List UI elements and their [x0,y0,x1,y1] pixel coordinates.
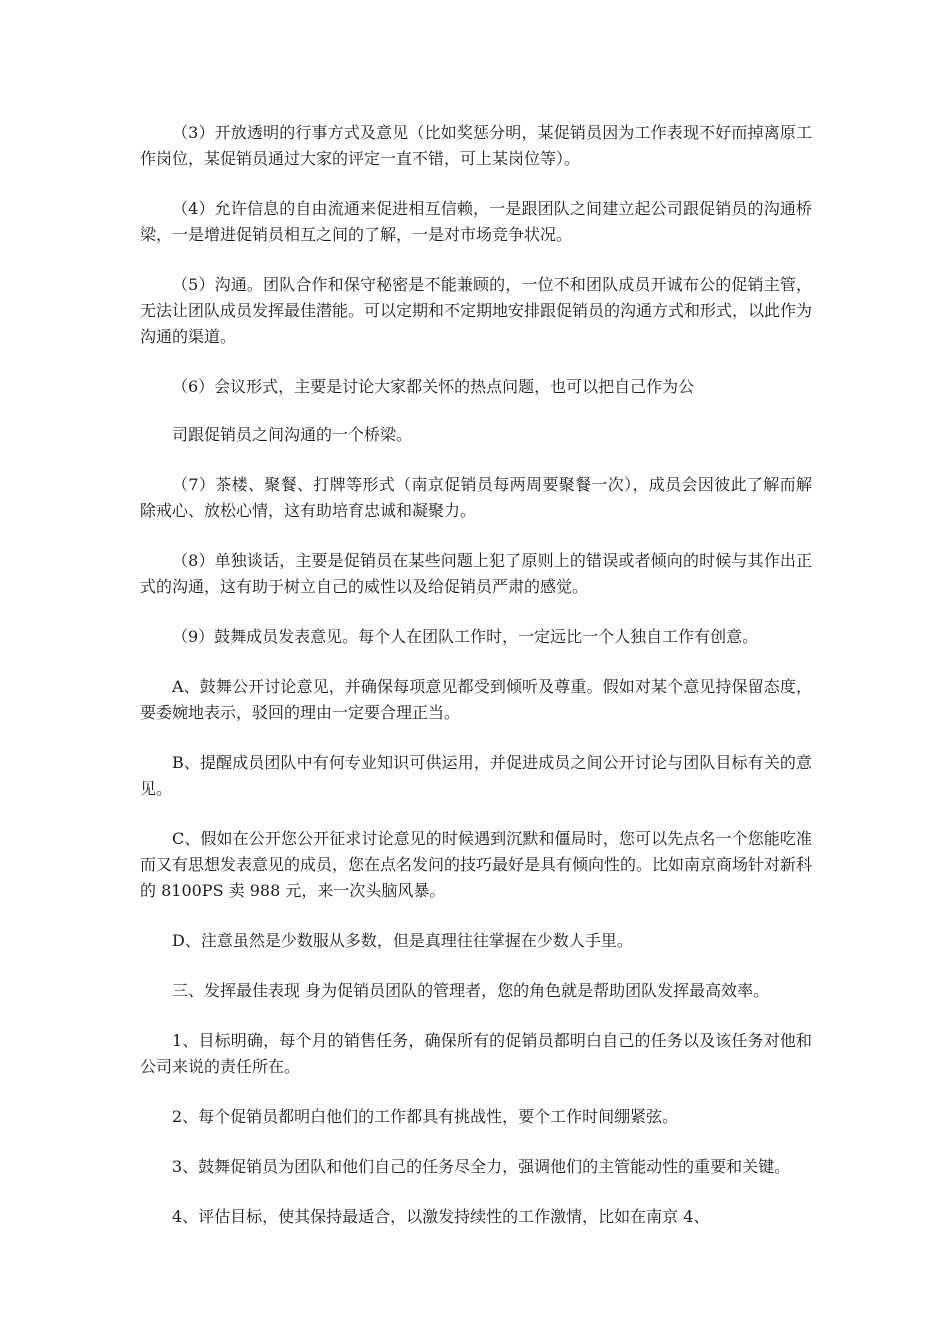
paragraph-3-open-transparency: （3）开放透明的行事方式及意见（比如奖惩分明，某促销员因为工作表现不好而掉离原工作岗位，某促销员通过大家的评定一直不错，可上某岗位等）。 [140,123,812,168]
paragraph-d-minority-truth: D、注意虽然是少数服从多数，但是真理往往掌握在少数人手里。 [172,931,633,950]
paragraph-b-expertise: B、提醒成员团队中有何专业知识可供运用，并促进成员之间公开讨论与团队目标有关的意见。 [140,753,812,798]
paragraph-8-individual-talk: （8）单独谈话，主要是促销员在某些问题上犯了原则上的错误或者倾向的时候与其作出正式的沟通，这有助于树立自己的威性以及给促销员严肃的感觉。 [140,551,812,596]
paragraph-6-continuation: 司跟促销员之间沟通的一个桥梁。 [172,425,413,444]
paragraph-7-social-forms: （7）茶楼、聚餐、打牌等形式（南京促销员每两周要聚餐一次），成员会因彼此了解而解除戒心、放松心情，这有助培育忠诚和凝聚力。 [140,475,812,520]
item-1-clear-goals: 1、目标明确，每个月的销售任务，确保所有的促销员都明白自己的任务以及该任务对他和公司来说的责任所在。 [140,1031,812,1076]
paragraph-9-encourage-opinions: （9）鼓舞成员发表意见。每个人在团队工作时，一定远比一个人独自工作有创意。 [172,627,759,646]
paragraph-4-information-flow: （4）允许信息的自由流通来促进相互信赖，一是跟团队之间建立起公司跟促销员的沟通桥梁，一是增进促销员相互之间的了解，一是对市场竞争状况。 [140,199,812,244]
section-3-best-performance: 三、发挥最佳表现 身为促销员团队的管理者，您的角色就是帮助团队发挥最高效率。 [172,981,770,1000]
paragraph-5-communication: （5）沟通。团队合作和保守秘密是不能兼顾的，一位不和团队成员开诚布公的促销主管，无法让团队成员发挥最佳潜能。可以定期和不定期地安排跟促销员的沟通方式和形式，以此作为沟通的渠道。 [140,275,813,346]
item-4-evaluate-goals: 4、评估目标，使其保持最适合，以激发持续性的工作激情，比如在南京 4、 [172,1207,710,1226]
document-body [140,120,812,1254]
paragraph-6-meeting-form: （6）会议形式，主要是讨论大家都关怀的热点问题，也可以把自己作为公 [172,377,695,396]
paragraph-c-silence-deadlock: C、假如在公开您公开征求讨论意见的时候遇到沉默和僵局时，您可以先点名一个您能吃准而又有思想发表意见的成员，您在点名发问的技巧最好是具有倾向性的。比如南京商场针对新科的 8100PS 卖 988 元，来一次头脑风暴。 [140,829,813,900]
item-3-full-effort: 3、鼓舞促销员为团队和他们自己的任务尽全力，强调他们的主管能动性的重要和关键。 [172,1157,791,1176]
paragraph-a-open-discussion: A、鼓舞公开讨论意见，并确保每项意见都受到倾听及尊重。假如对某个意见持保留态度，要委婉地表示，驳回的理由一定要合理正当。 [140,677,812,722]
item-2-challenging-work: 2、每个促销员都明白他们的工作都具有挑战性，要个工作时间绷紧弦。 [172,1107,679,1126]
